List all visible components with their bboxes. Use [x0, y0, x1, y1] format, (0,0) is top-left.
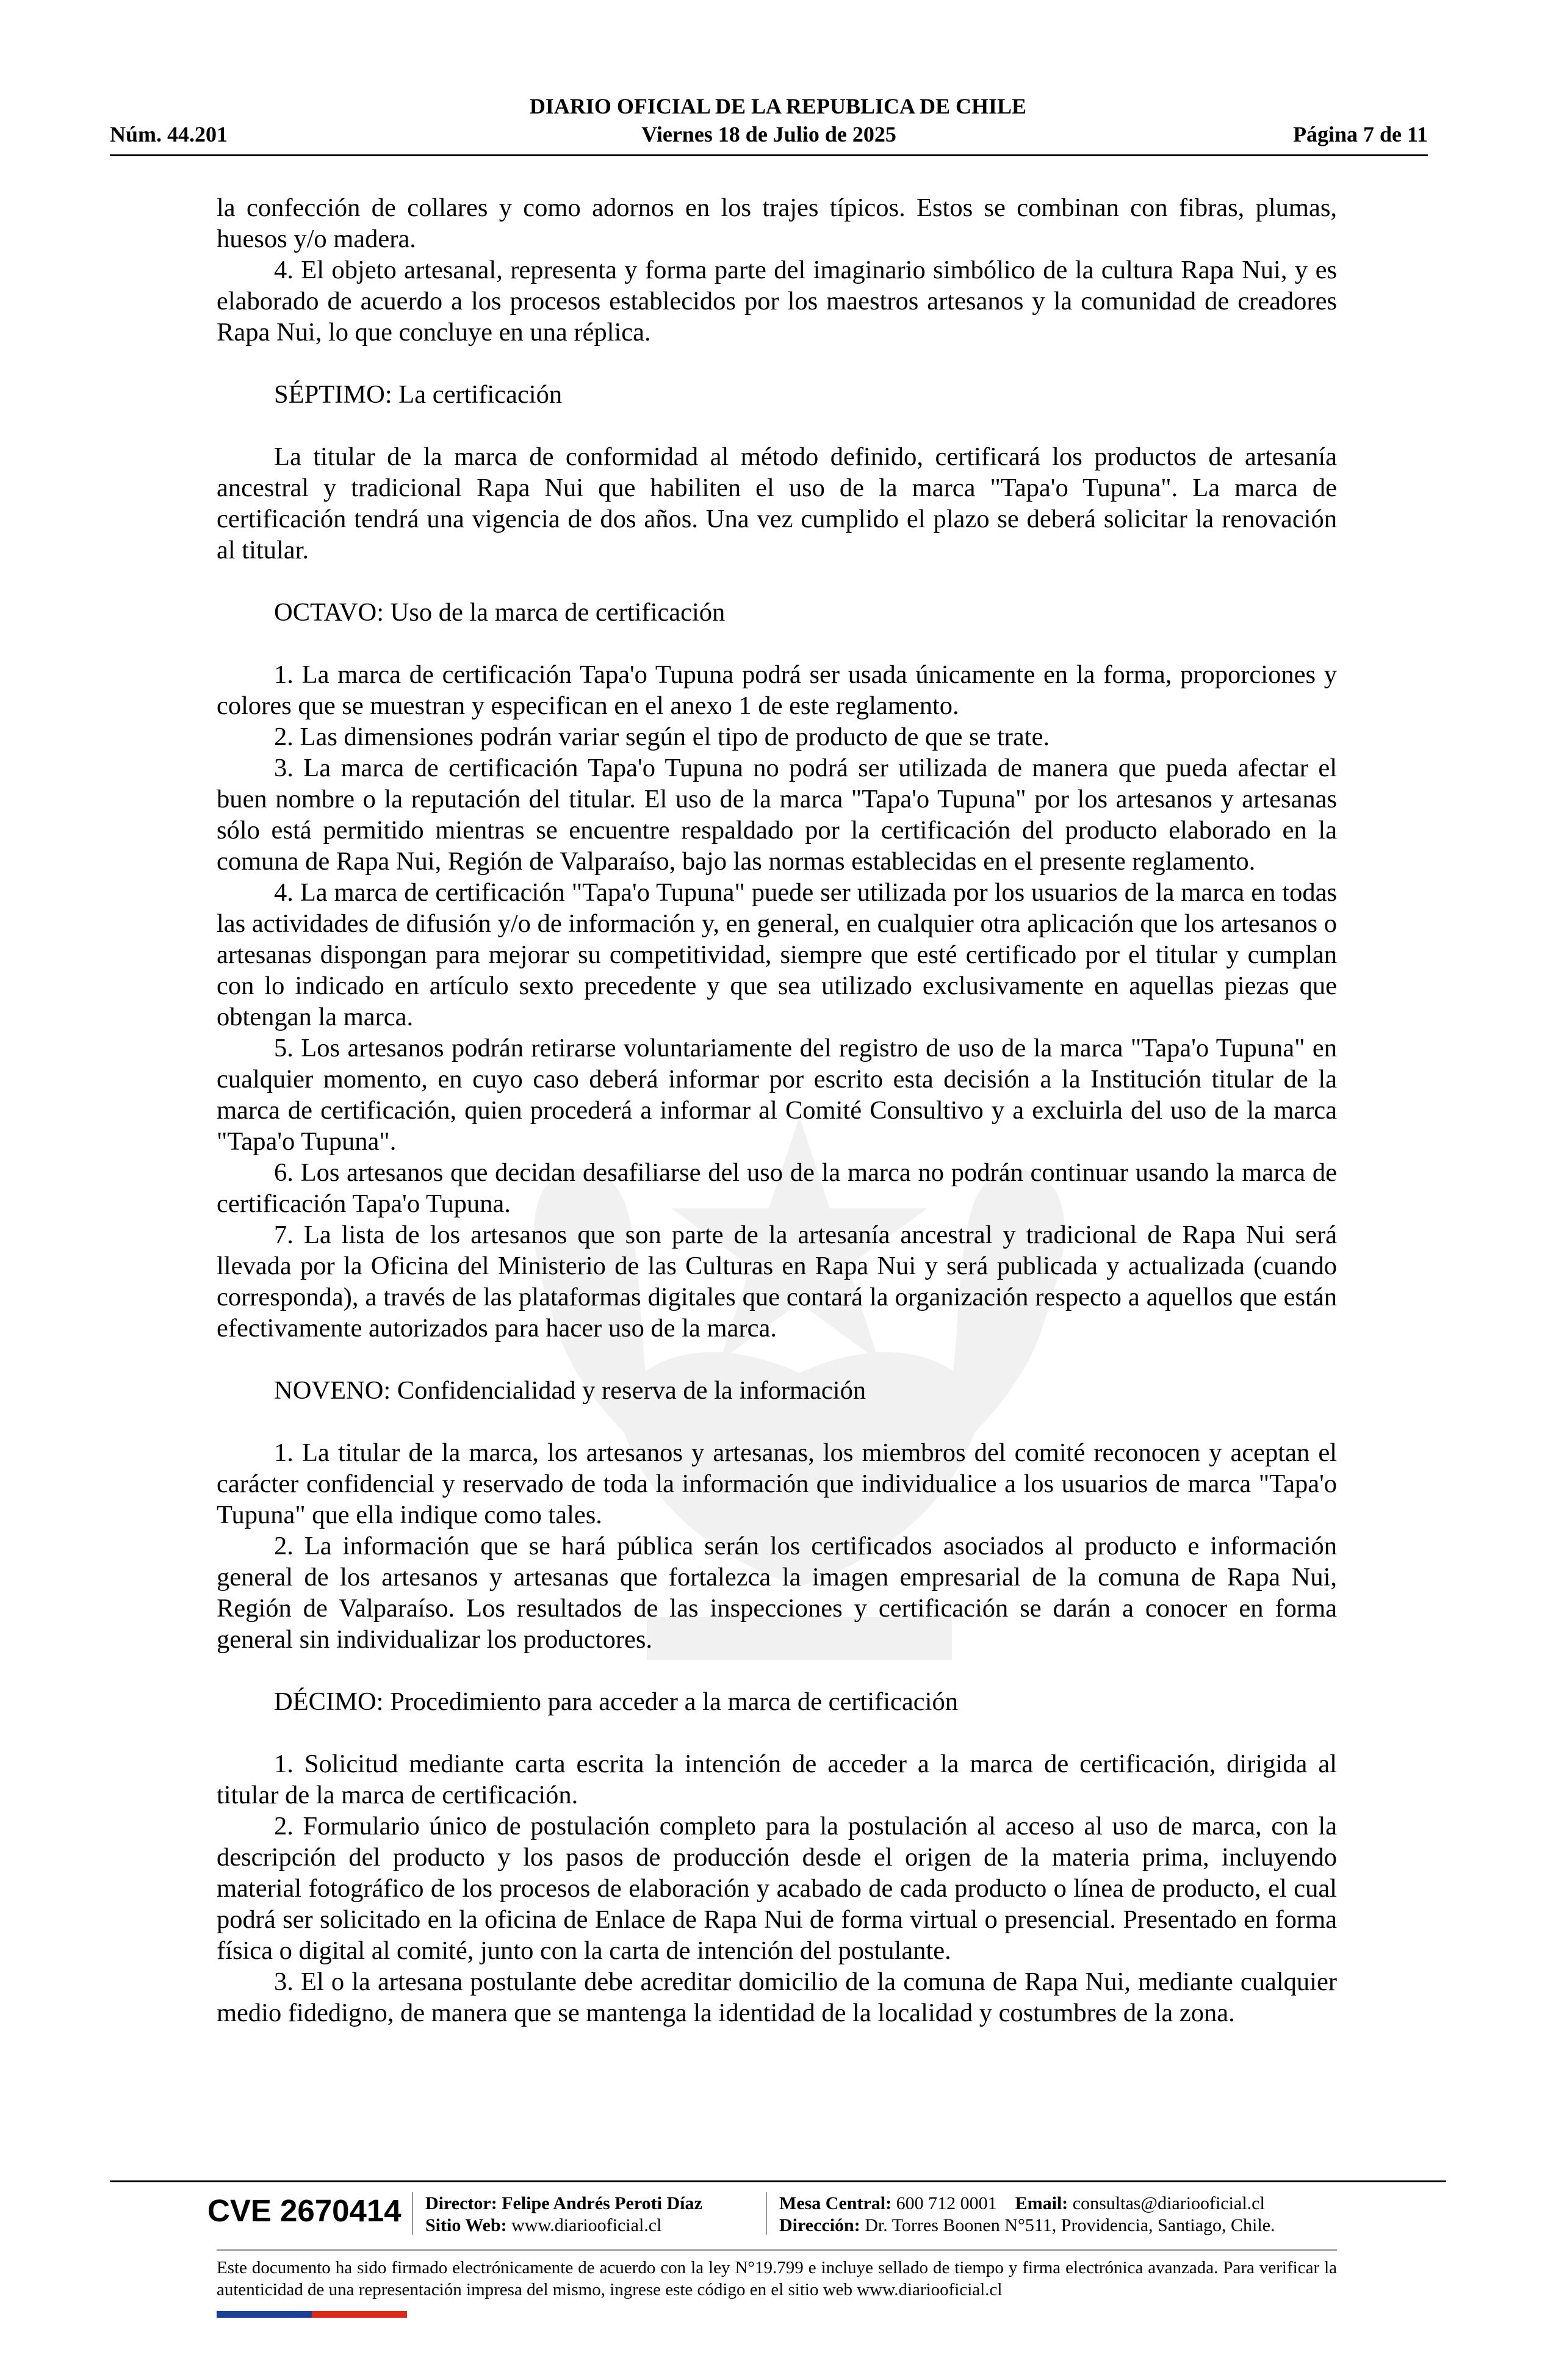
footer-divider — [110, 2180, 1446, 2182]
address-value: Dr. Torres Boonen N°511, Providencia, Santiago, Chile. — [865, 2215, 1275, 2235]
electronic-signature-note: Este documento ha sido firmado electrónicamente de acuerdo con la ley N°19.799 e incluye sellado de tiempo y firma electrónica avanzada. Para verificar la autenticidad de una representación impresa del mismo, ingrese este código en el sitio web www.diariooficial.cl — [217, 2258, 1337, 2299]
footer-separator — [412, 2192, 413, 2235]
footer-director-block — [425, 2193, 702, 2237]
paragraph: La titular de la marca de conformidad al método definido, certificará los productos de artesanía ancestral y tradicional Rapa Nui que habiliten el uso de la marca "Tapa'o Tupuna". La marca de certificación tendrá una vigencia de dos años. Una vez cumplido el plazo se deberá solicitar la renovación al titular. — [217, 442, 1337, 564]
list-item: 3. La marca de certificación Tapa'o Tupuna no podrá ser utilizada de manera que pueda afectar el buen nombre o la reputación del titular. El uso de la marca "Tapa'o Tupuna" por los artesanos y artesanas sólo está permitido mientras se encuentre respaldado por la certificación del producto elaborado en la comuna de Rapa Nui, Región de Valparaíso, bajo las normas establecidas en el presente reglamento. — [217, 754, 1337, 876]
list-item: 7. La lista de los artesanos que son parte de la artesanía ancestral y tradicional de Rapa Nui será llevada por la Oficina del Ministerio de las Culturas en Rapa Nui y será publicada y actualizada (cuando corresponda), a través de las plataformas digitales que contará la organización respecto a aquellos que están efectivamente autorizados para hacer uso de la marca. — [217, 1221, 1337, 1343]
email-link[interactable]: consultas@diariooficial.cl — [1072, 2193, 1265, 2213]
section-heading-octavo: OCTAVO: Uso de la marca de certificación — [274, 598, 726, 627]
address-label: Dirección: — [779, 2215, 860, 2235]
director-label: Director: — [425, 2193, 497, 2213]
footer-contact-block — [779, 2193, 1275, 2237]
mesa-central-phone: 600 712 0001 — [896, 2193, 997, 2213]
paragraph: la confección de collares y como adornos en los trajes típicos. Estos se combinan con fibras, plumas, huesos y/o madera. — [217, 193, 1337, 253]
document-body — [217, 192, 1337, 2028]
issue-date: Viernes 18 de Julio de 2025 — [641, 122, 896, 146]
footer-separator — [766, 2192, 767, 2235]
page-number: Página 7 de 11 — [1292, 122, 1428, 146]
section-heading-septimo: SÉPTIMO: La certificación — [274, 380, 563, 409]
website-label: Sitio Web: — [425, 2215, 507, 2235]
flag-blue-segment — [217, 2311, 312, 2318]
email-label: Email: — [1015, 2193, 1068, 2213]
list-item: 3. El o la artesana postulante debe acreditar domicilio de la comuna de Rapa Nui, mediante cualquier medio fidedigno, de manera que se mantenga la identidad de la localidad y costumbres de la zona. — [217, 1967, 1337, 2027]
header-divider — [110, 154, 1428, 156]
list-item: 2. Formulario único de postulación completo para la postulación al acceso al uso de marca, con la descripción del producto y los pasos de producción desde el origen de la materia prima, incluyendo material fotográfico de los procesos de elaboración y acabado de cada producto o línea de producto, el cual podrá ser solicitado en la oficina de Enlace de Rapa Nui de forma virtual o presencial. Presentado en forma física o digital al comité, junto con la carta de intención del postulante. — [217, 1812, 1337, 1965]
list-item: 1. Solicitud mediante carta escrita la intención de acceder a la marca de certificación, dirigida al titular de la marca de certificación. — [217, 1750, 1337, 1809]
list-item: 2. Las dimensiones podrán variar según el tipo de producto de que se trate. — [274, 723, 1050, 751]
flag-stripe — [217, 2311, 407, 2318]
list-item: 5. Los artesanos podrán retirarse voluntariamente del registro de uso de la marca "Tapa'o Tupuna" en cualquier momento, en cuyo caso deberá informar por escrito esta decisión a la Institución titular de la marca de certificación, quien procederá a informar al Comité Consultivo y a excluirla del uso de la marca "Tapa'o Tupuna". — [217, 1034, 1337, 1156]
header-row — [110, 120, 1428, 148]
paragraph: 4. El objeto artesanal, representa y forma parte del imaginario simbólico de la cultura Rapa Nui, y es elaborado de acuerdo a los procesos establecidos por los maestros artesanos y la comunidad de creadores Rapa Nui, lo que concluye en una réplica. — [217, 256, 1337, 347]
list-item: 2. La información que se hará pública serán los certificados asociados al producto e información general de los artesanos y artesanas que fortalezca la imagen empresarial de la comuna de Rapa Nui, Región de Valparaíso. Los resultados de las inspecciones y certificación se darán a conocer en forma general sin individualizar los productores. — [217, 1532, 1337, 1654]
list-item: 1. La titular de la marca, los artesanos y artesanas, los miembros del comité reconocen y aceptan el carácter confidencial y reservado de toda la información que individualice a los usuarios de marca "Tapa'o Tupuna" que ella indique como tales. — [217, 1438, 1337, 1529]
section-heading-noveno: NOVENO: Confidencialidad y reserva de la información — [274, 1376, 866, 1405]
issue-number: Núm. 44.201 — [110, 122, 228, 146]
website-link[interactable]: www.diariooficial.cl — [511, 2215, 662, 2235]
director-name: Felipe Andrés Peroti Díaz — [502, 2193, 702, 2213]
list-item: 1. La marca de certificación Tapa'o Tupuna podrá ser usada únicamente en la forma, proporciones y colores que se muestran y especifican en el anexo 1 de este reglamento. — [217, 660, 1337, 720]
cve-code: CVE 2670414 — [207, 2193, 402, 2228]
list-item: 4. La marca de certificación "Tapa'o Tupuna" puede ser utilizada por los usuarios de la marca en todas las actividades de difusión y/o de información y, en general, en cualquier otra aplicación que los artesanos o artesanas dispongan para mejorar su competitividad, siempre que esté certificado por el titular y cumplan con lo indicado en artículo sexto precedente y que sea utilizado exclusivamente en aquellas piezas que obtengan la marca. — [217, 878, 1337, 1031]
footer-note-divider — [217, 2249, 1337, 2251]
list-item: 6. Los artesanos que decidan desafiliarse del uso de la marca no podrán continuar usando la marca de certificación Tapa'o Tupuna. — [217, 1158, 1337, 1218]
flag-red-segment — [312, 2311, 407, 2318]
newspaper-title: DIARIO OFICIAL DE LA REPUBLICA DE CHILE — [529, 94, 1027, 118]
section-heading-decimo: DÉCIMO: Procedimiento para acceder a la marca de certificación — [274, 1687, 958, 1716]
mesa-central-label: Mesa Central: — [779, 2193, 892, 2213]
